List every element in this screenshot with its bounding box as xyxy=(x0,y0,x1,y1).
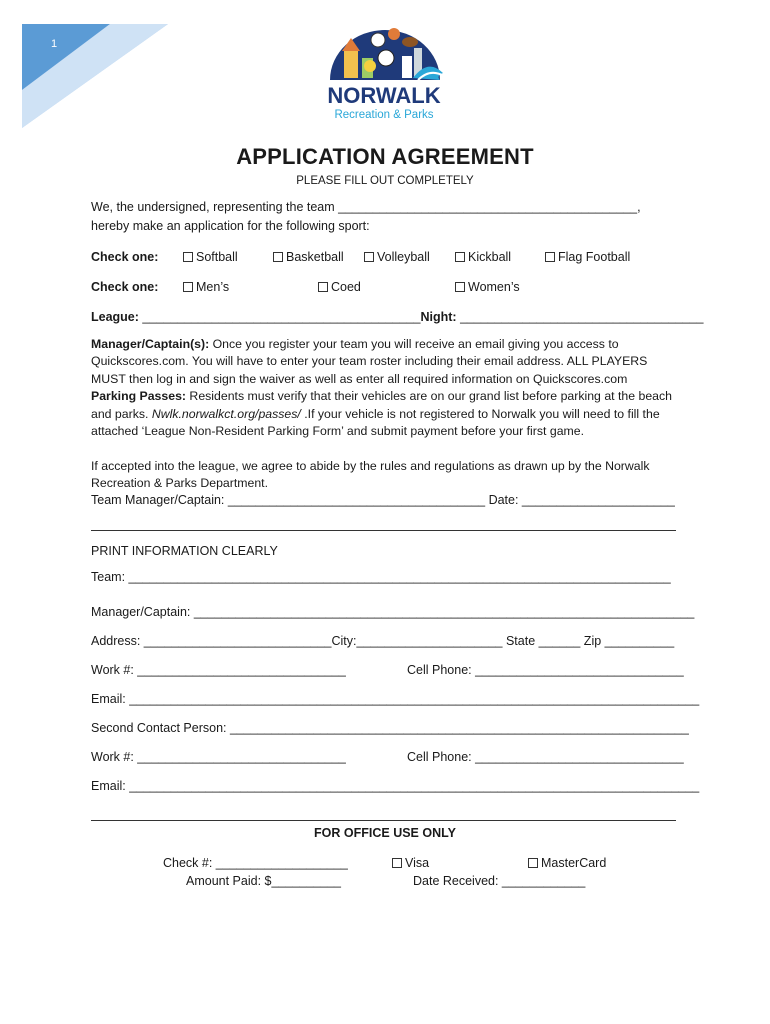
office-use-heading: FOR OFFICE USE ONLY xyxy=(314,826,456,840)
division-option-coed[interactable]: Coed xyxy=(318,280,361,294)
intro-line-1[interactable]: We, the undersigned, representing the team ___________________________________________, xyxy=(91,200,641,214)
cell-phone-field[interactable]: Cell Phone: ______________________________ xyxy=(407,663,684,677)
sport-option-volleyball[interactable]: Volleyball xyxy=(364,250,430,264)
night-blank[interactable]: ___________________________________ xyxy=(456,310,704,324)
check-number-field[interactable]: Check #: ___________________ xyxy=(163,856,348,870)
norwalk-logo xyxy=(318,18,453,126)
sport-option-flag-football[interactable]: Flag Football xyxy=(545,250,630,264)
checkbox-icon[interactable] xyxy=(183,282,193,292)
sport-option-basketball[interactable]: Basketball xyxy=(273,250,344,264)
team-field[interactable]: Team: ______________________________________________________________________________ xyxy=(91,570,671,584)
second-cell-phone-field[interactable]: Cell Phone: ______________________________ xyxy=(407,750,684,764)
parking-url-link[interactable]: Nwlk.norwalkct.org/passes/ xyxy=(151,406,301,421)
division-check-label: Check one: xyxy=(91,280,159,294)
address-field[interactable]: Address: ___________________________City:_____________________ State ______ Zip __________ xyxy=(91,634,675,648)
page-title: APPLICATION AGREEMENT xyxy=(236,144,534,169)
checkbox-icon[interactable] xyxy=(364,252,374,262)
corner-decoration xyxy=(0,0,170,130)
manager-paragraph: Manager/Captain(s): Once you register your team you will receive an email giving you access to Quickscores.com. You will have to enter your team roster including their email address. ALL PLAYERS MUST then log in and sign the waiver as well as enter all required information on Quickscores.com Parking Passes: Residents must verify that their vehicles are on our grand list before parking at the beach and parks. Nwlk.norwalkct.org/passes/ .If your vehicle is not registered to Norwalk you will need to fill the attached ‘League Non-Resident Parking Form’ and submit payment before your first game. xyxy=(91,337,673,439)
division-option-womens[interactable]: Women’s xyxy=(455,280,520,294)
date-received-field[interactable]: Date Received: ____________ xyxy=(413,874,586,888)
checkbox-icon[interactable] xyxy=(392,858,402,868)
print-info-heading: PRINT INFORMATION CLEARLY xyxy=(91,544,278,558)
league-row[interactable] xyxy=(91,310,703,324)
divider xyxy=(91,530,676,531)
division-option-mens[interactable]: Men’s xyxy=(183,280,229,294)
logo-wordmark: NORWALK xyxy=(327,83,441,108)
second-email-field[interactable]: Email: __________________________________________________________________________________ xyxy=(91,779,700,793)
second-work-phone-field[interactable]: Work #: ______________________________ xyxy=(91,750,346,764)
checkbox-icon[interactable] xyxy=(273,252,283,262)
signature-line[interactable]: Team Manager/Captain: _____________________________________ Date: ______________________ xyxy=(91,493,675,507)
checkbox-icon[interactable] xyxy=(455,252,465,262)
acceptance-paragraph: If accepted into the league, we agree to abide by the rules and regulations as drawn up by the Norwalk Recreation & Parks Department. xyxy=(91,459,650,491)
page-subtitle: PLEASE FILL OUT COMPLETELY xyxy=(296,175,474,187)
checkbox-icon[interactable] xyxy=(455,282,465,292)
manager-field[interactable]: Manager/Captain: ________________________________________________________________________ xyxy=(91,605,695,619)
visa-option[interactable]: Visa xyxy=(392,856,429,870)
intro-line-2: hereby make an application for the following sport: xyxy=(91,219,370,233)
sport-check-label: Check one: xyxy=(91,250,159,264)
amount-paid-field[interactable]: Amount Paid: $__________ xyxy=(186,874,341,888)
night-label: Night: xyxy=(420,310,457,324)
email-field[interactable]: Email: __________________________________________________________________________________ xyxy=(91,692,700,706)
work-phone-field[interactable]: Work #: ______________________________ xyxy=(91,663,346,677)
checkbox-icon[interactable] xyxy=(545,252,555,262)
league-label: League: xyxy=(91,310,139,324)
sport-option-kickball[interactable]: Kickball xyxy=(455,250,511,264)
divider xyxy=(91,820,676,821)
checkbox-icon[interactable] xyxy=(183,252,193,262)
second-contact-field[interactable]: Second Contact Person: __________________________________________________________________ xyxy=(91,721,689,735)
page-number: 1 xyxy=(51,38,58,50)
checkbox-icon[interactable] xyxy=(528,858,538,868)
logo-subtitle: Recreation & Parks xyxy=(334,109,434,121)
league-blank[interactable]: ________________________________________ xyxy=(138,310,421,324)
sport-option-softball[interactable]: Softball xyxy=(183,250,238,264)
mastercard-option[interactable]: MasterCard xyxy=(528,856,606,870)
checkbox-icon[interactable] xyxy=(318,282,328,292)
